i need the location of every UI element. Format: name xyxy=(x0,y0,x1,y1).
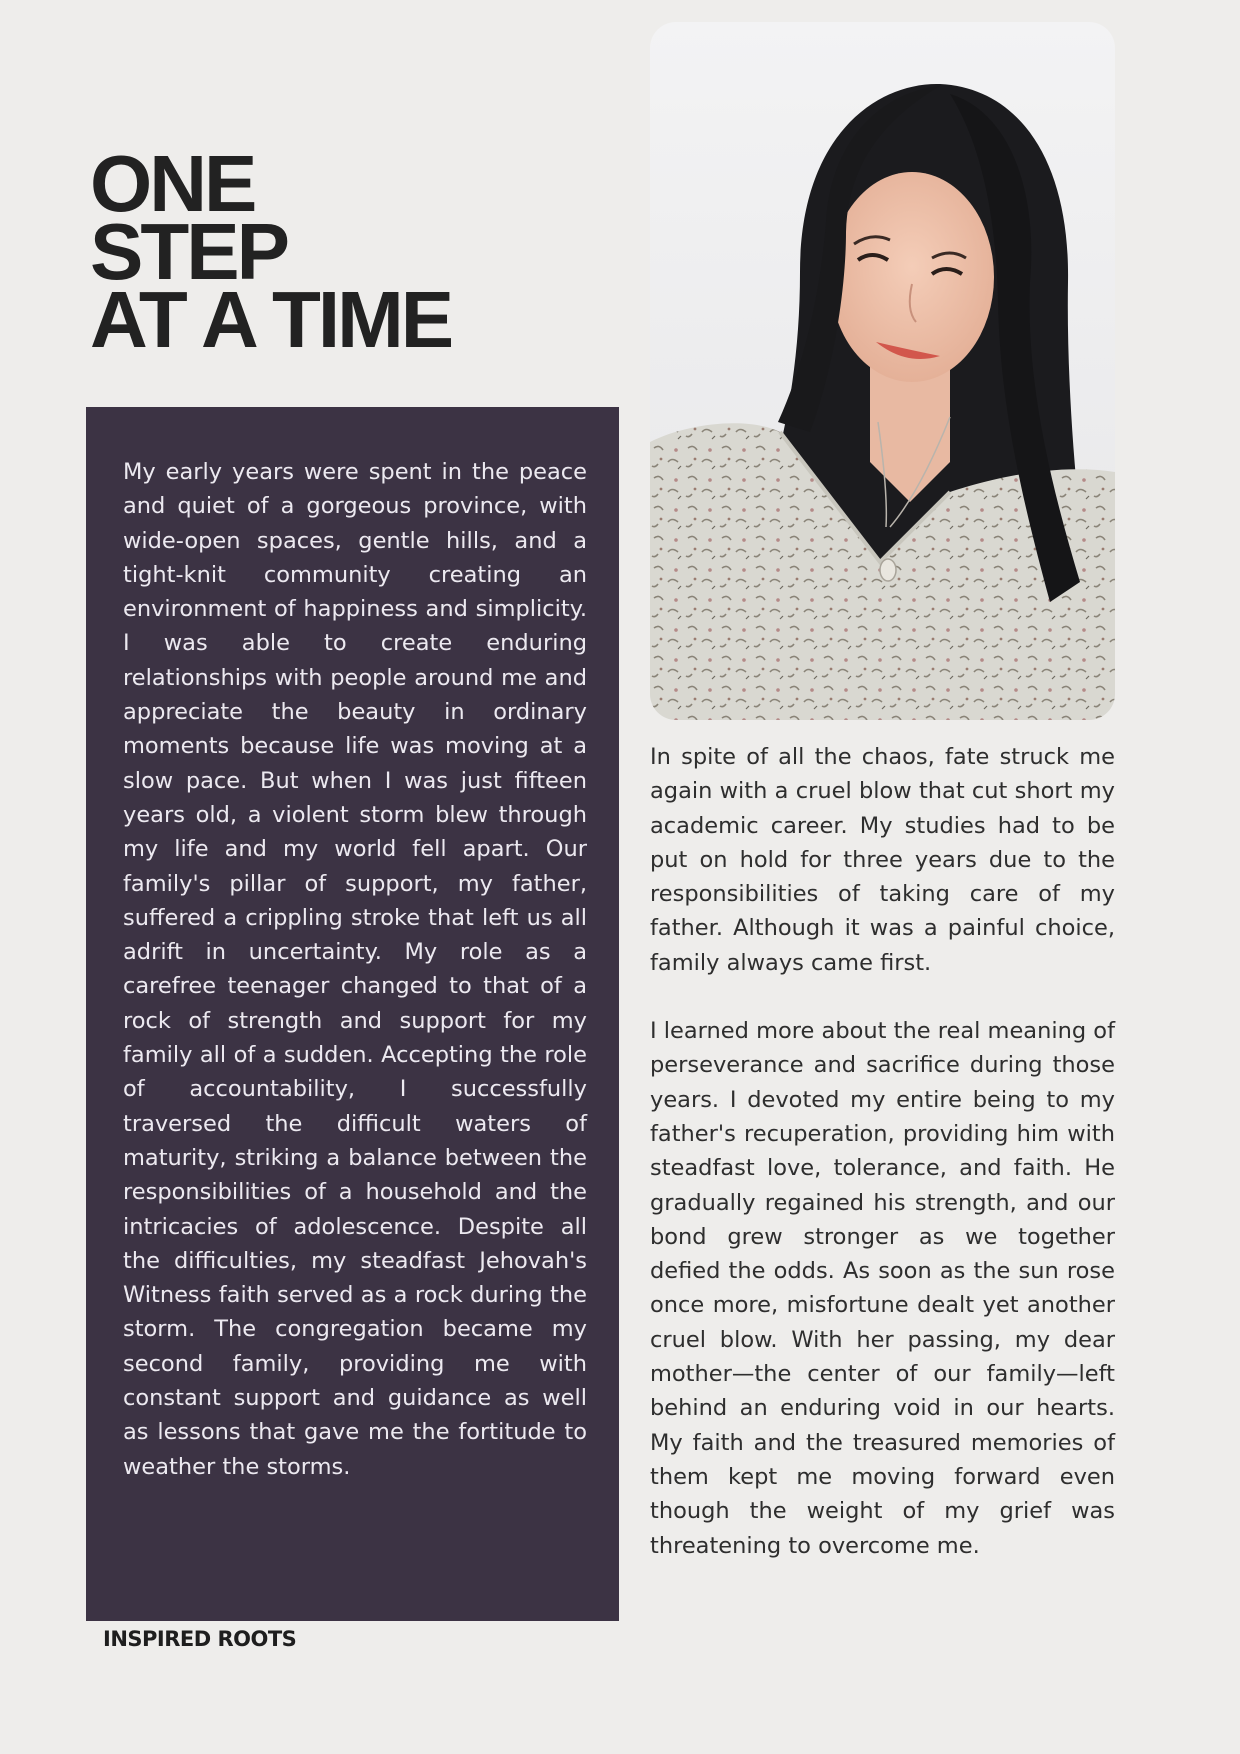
left-story-text: My early years were spent in the peace and quiet of a gorgeous province, with wide-open spaces, gentle hills, and a tight-knit community creating an environment of happiness and simplicity. I was able to create enduring relationships with people around me and appreciate the beauty in ordinary moments because life was moving at a slow pace. But when I was just fifteen years old, a violent storm blew through my life and my world fell apart. Our family's pillar of support, my father, suffered a crippling stroke that left us all adrift in uncertainty. My role as a carefree teenager changed to that of a rock of strength and support for my family all of a sudden. Accepting the role of accountability, I successfully traversed the difficult waters of maturity, striking a balance between the responsibilities of a household and the intricacies of adolescence. Despite all the difficulties, my steadfast Jehovah's Witness faith served as a rock during the storm. The congregation became my second family, providing me with constant support and guidance as well as lessons that gave me the fortitude to weather the storms. xyxy=(123,459,587,1480)
right-paragraph-2: I learned more about the real meaning of perseverance and sacrifice during those years. I devoted my entire being to my father's recuperation, providing him with steadfast love, tolerance, and faith. He gradually regained his strength, and our bond grew stronger as we together defied the odds. As soon as the sun rose once more, misfortune dealt yet another cruel blow. With her passing, my dear mother—the center of our family—left behind an enduring void in our hearts. My faith and the treasured memories of them kept me moving forward even though the weight of my grief was threatening to overcome me. xyxy=(650,1018,1115,1559)
title-line-3: AT A TIME xyxy=(90,275,452,364)
right-column xyxy=(650,740,1115,1563)
footer-brand: INSPIRED ROOTS xyxy=(103,1627,297,1651)
title-line-1: ONE xyxy=(90,139,255,228)
page-title xyxy=(90,139,452,364)
right-paragraph-1: In spite of all the chaos, fate struck me again with a cruel blow that cut short my academic career. My studies had to be put on hold for three years due to the responsibilities of taking care of my father. Although it was a painful choice, family always came first. xyxy=(650,744,1115,976)
story-panel xyxy=(86,407,619,1621)
portrait-photo xyxy=(650,22,1115,720)
title-line-2: STEP xyxy=(90,207,287,296)
